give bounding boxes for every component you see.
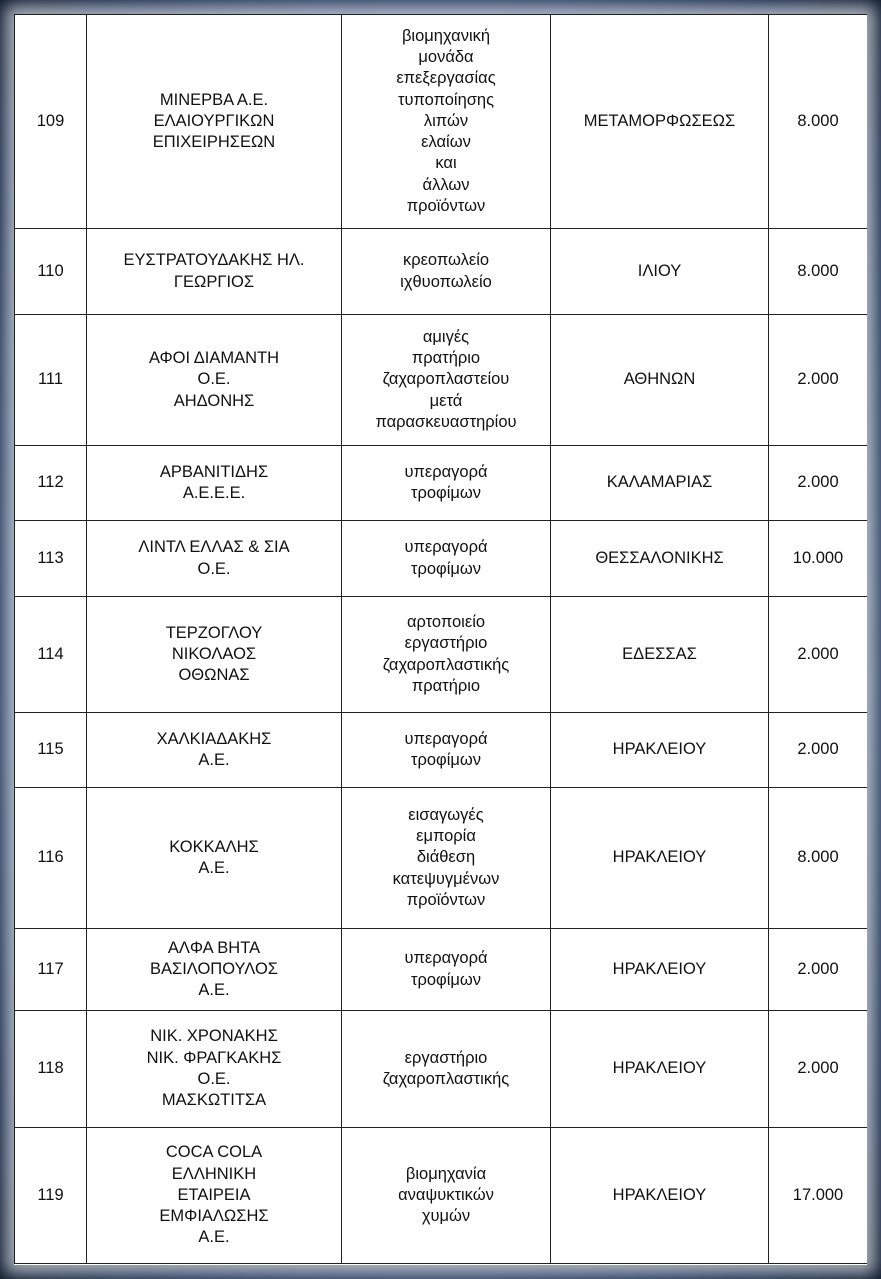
table-row [15, 597, 868, 713]
table-row [15, 315, 868, 446]
table-row [15, 521, 868, 597]
company-name: ΛΙΝΤΛ ΕΛΛΑΣ & ΣΙΑ Ο.Ε. [87, 521, 342, 597]
fine-amount: 2.000 [769, 446, 868, 521]
fines-table [14, 14, 867, 1264]
municipality: ΑΘΗΝΩΝ [551, 315, 769, 446]
fine-amount: 2.000 [769, 315, 868, 446]
table-row [15, 1011, 868, 1128]
table-row [15, 788, 868, 929]
table-row [15, 229, 868, 315]
row-number: 112 [15, 446, 87, 521]
row-number: 114 [15, 597, 87, 713]
fine-amount: 17.000 [769, 1128, 868, 1264]
municipality: ΗΡΑΚΛΕΙΟΥ [551, 929, 769, 1011]
company-name: ΧΑΛΚΙΑΔΑΚΗΣ Α.Ε. [87, 713, 342, 788]
business-activity: κρεοπωλείο ιχθυοπωλείο [342, 229, 551, 315]
row-number: 110 [15, 229, 87, 315]
business-activity: υπεραγορά τροφίμων [342, 446, 551, 521]
municipality: ΗΡΑΚΛΕΙΟΥ [551, 713, 769, 788]
table-row [15, 446, 868, 521]
company-name: ΑΛΦΑ ΒΗΤΑ ΒΑΣΙΛΟΠΟΥΛΟΣ Α.Ε. [87, 929, 342, 1011]
company-name: ΤΕΡΖΟΓΛΟΥ ΝΙΚΟΛΑΟΣ ΟΘΩΝΑΣ [87, 597, 342, 713]
fine-amount: 2.000 [769, 1011, 868, 1128]
table-body [15, 15, 868, 1264]
row-number: 113 [15, 521, 87, 597]
company-name: ΝΙΚ. ΧΡΟΝΑΚΗΣ ΝΙΚ. ΦΡΑΓΚΑΚΗΣ Ο.Ε. ΜΑΣΚΩΤΙΤΣΑ [87, 1011, 342, 1128]
fine-amount: 2.000 [769, 597, 868, 713]
document-page [14, 14, 867, 1265]
row-number: 118 [15, 1011, 87, 1128]
company-name: ΑΡΒΑΝΙΤΙΔΗΣ Α.Ε.Ε.Ε. [87, 446, 342, 521]
municipality: ΘΕΣΣΑΛΟΝΙΚΗΣ [551, 521, 769, 597]
municipality: ΜΕΤΑΜΟΡΦΩΣΕΩΣ [551, 15, 769, 229]
row-number: 116 [15, 788, 87, 929]
table-row [15, 929, 868, 1011]
municipality: ΗΡΑΚΛΕΙΟΥ [551, 788, 769, 929]
company-name: ΚΟΚΚΑΛΗΣ Α.Ε. [87, 788, 342, 929]
business-activity: υπεραγορά τροφίμων [342, 713, 551, 788]
row-number: 109 [15, 15, 87, 229]
row-number: 119 [15, 1128, 87, 1264]
fine-amount: 2.000 [769, 713, 868, 788]
municipality: ΗΡΑΚΛΕΙΟΥ [551, 1128, 769, 1264]
fine-amount: 8.000 [769, 229, 868, 315]
business-activity: εργαστήριο ζαχαροπλαστικής [342, 1011, 551, 1128]
municipality: ΗΡΑΚΛΕΙΟΥ [551, 1011, 769, 1128]
row-number: 117 [15, 929, 87, 1011]
business-activity: αμιγές πρατήριο ζαχαροπλαστείου μετά παρασκευαστηρίου [342, 315, 551, 446]
municipality: ΚΑΛΑΜΑΡΙΑΣ [551, 446, 769, 521]
table-row [15, 1128, 868, 1264]
municipality: ΕΔΕΣΣΑΣ [551, 597, 769, 713]
company-name: ΜΙΝΕΡΒΑ Α.Ε. ΕΛΑΙΟΥΡΓΙΚΩΝ ΕΠΙΧΕΙΡΗΣΕΩΝ [87, 15, 342, 229]
business-activity: εισαγωγές εμπορία διάθεση κατεψυγμένων προϊόντων [342, 788, 551, 929]
fine-amount: 10.000 [769, 521, 868, 597]
fine-amount: 8.000 [769, 15, 868, 229]
table-row [15, 713, 868, 788]
company-name: COCA COLA ΕΛΛΗΝΙΚΗ ΕΤΑΙΡΕΙΑ ΕΜΦΙΑΛΩΣΗΣ Α.Ε. [87, 1128, 342, 1264]
fine-amount: 2.000 [769, 929, 868, 1011]
table-row [15, 15, 868, 229]
municipality: ΙΛΙΟΥ [551, 229, 769, 315]
business-activity: βιομηχανική μονάδα επεξεργασίας τυποποίησης λιπών ελαίων και άλλων προϊόντων [342, 15, 551, 229]
company-name: ΕΥΣΤΡΑΤΟΥΔΑΚΗΣ ΗΛ. ΓΕΩΡΓΙΟΣ [87, 229, 342, 315]
fine-amount: 8.000 [769, 788, 868, 929]
business-activity: αρτοποιείο εργαστήριο ζαχαροπλαστικής πρατήριο [342, 597, 551, 713]
business-activity: βιομηχανία αναψυκτικών χυμών [342, 1128, 551, 1264]
row-number: 115 [15, 713, 87, 788]
company-name: ΑΦΟΙ ΔΙΑΜΑΝΤΗ Ο.Ε. ΑΗΔΟΝΗΣ [87, 315, 342, 446]
business-activity: υπεραγορά τροφίμων [342, 521, 551, 597]
business-activity: υπεραγορά τροφίμων [342, 929, 551, 1011]
row-number: 111 [15, 315, 87, 446]
